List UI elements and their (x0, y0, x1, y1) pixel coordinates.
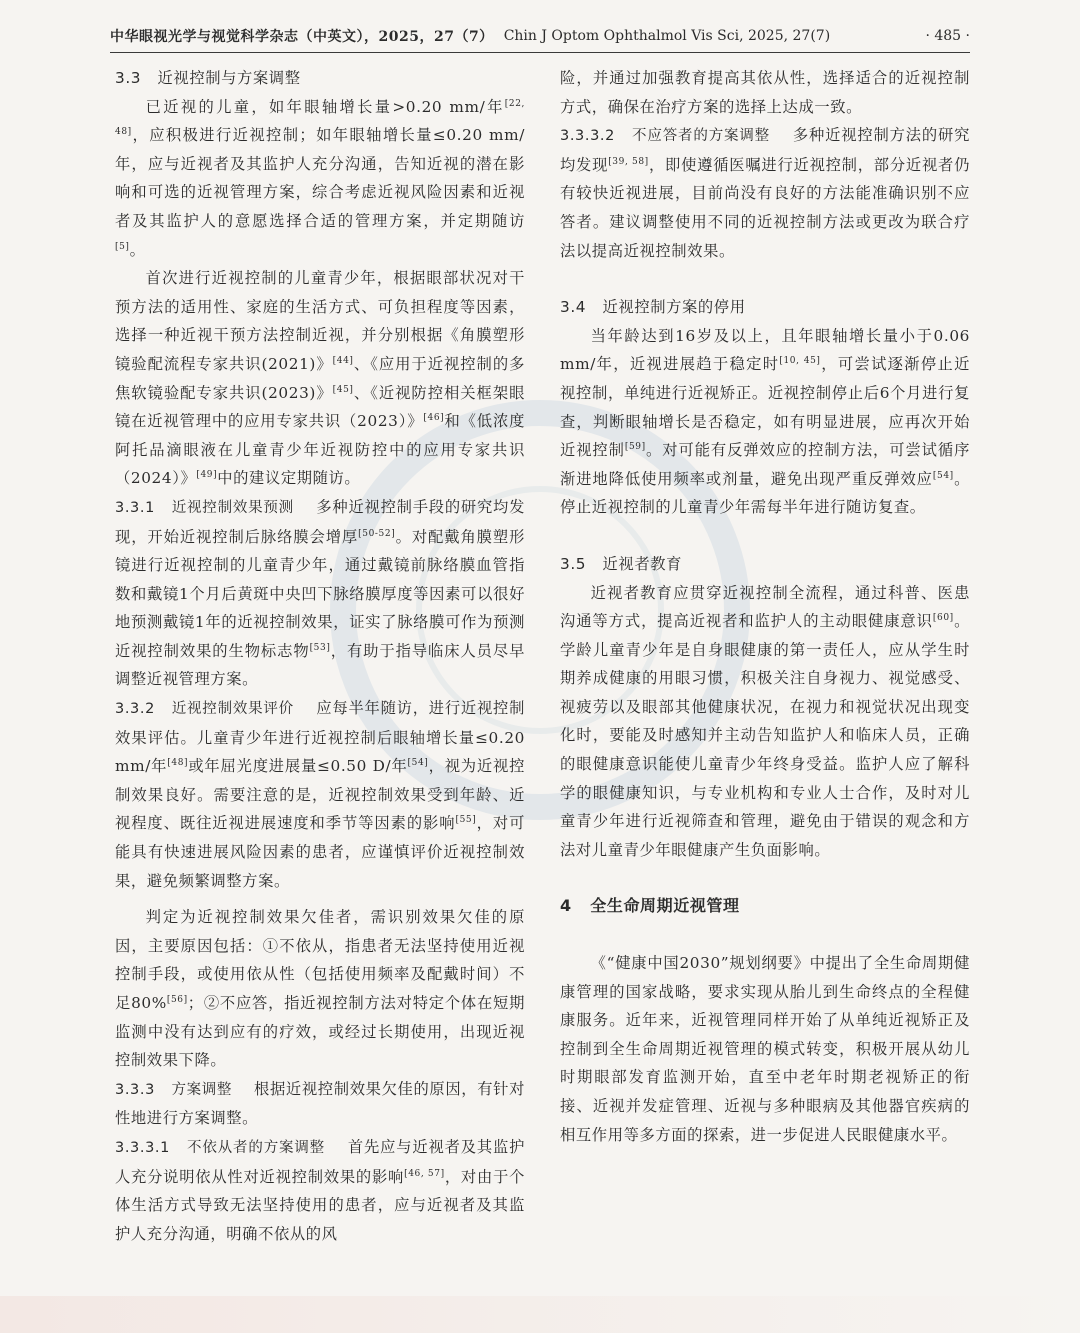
left-column (115, 64, 525, 1248)
paragraph: 近视者教育应贯穿近视控制全流程，通过科普、医患沟通等方式，提高近视者和监护人的主动眼健康意识[60]。学龄儿童青少年是自身眼健康的第一责任人，应从学生时期养成健康的用眼习惯，积极关注自身视力、视觉感受、视疲劳以及眼部其他健康状况，在视力和视觉状况出现变化时，要能及时感知并主动告知监护人和临床人员，正确的眼健康意识能使儿童青少年终身受益。监护人应了解科学的眼健康知识，与专业机构和专业人士合作，及时对儿童青少年进行近视筛查和管理，避免由于错误的观念和方法对儿童青少年眼健康产生负面影响。 (560, 583, 970, 859)
page-number: · 485 · (925, 28, 970, 44)
paragraph: 已近视的儿童，如年眼轴增长量>0.20 mm/年[22, 48]，应积极进行近视控制；如年眼轴增长量≤0.20 mm/年，应与近视者及其监护人充分沟通，告知近视的潜在影响和可选的近视管理方案，综合考虑近视风险因素和近视者及其监护人的意愿选择合适的管理方案，并定期随访[5]。 (115, 97, 525, 259)
paragraph: 判定为近视控制效果欠佳者，需识别效果欠佳的原因，主要原因包括：①不依从，指患者无法坚持使用近视控制手段，或使用依从性（包括使用频率及配戴时间）不足80%[56]；②不应答，指近视控制方法对特定个体在短期监测中没有达到应有的疗效，或经过长期使用，出现近视控制效果下降。 (115, 908, 525, 1070)
subsection-3-3-1: 3.3.1 近视控制效果预测 多种近视控制手段的研究均发现，开始近视控制后脉络膜会增厚[50-52]。对配戴角膜塑形镜进行近视控制的儿童青少年，通过戴镜前脉络膜血管指数和戴镜1个月后黄斑中央凹下脉络膜厚度等因素可以很好地预测戴镜1年的近视控制效果，证实了脉络膜可作为预测近视控制效果的生物标志物[53]，有助于指导临床人员尽早调整近视管理方案。 (115, 497, 525, 689)
subsection-3-3-3: 3.3.3 方案调整 根据近视控制效果欠佳的原因，有针对性地进行方案调整。 (115, 1079, 525, 1128)
section-3-5-heading: 3.5 近视者教育 (560, 554, 683, 573)
paragraph: 险，并通过加强教育提高其依从性，选择适合的近视控制方式，确保在治疗方案的选择上达成一致。 (560, 69, 970, 116)
subsection-3-3-2: 3.3.2 近视控制效果评价 应每半年随访，进行近视控制效果评估。儿童青少年进行近视控制后眼轴增长量≤0.20 mm/年[48]或年屈光度进展量≤0.50 D/年[54]，视为近视控制效果良好。需要注意的是，近视控制效果受到年龄、近视程度、既往近视进展速度和季节等因素的影响[55]，对可能具有快速进展风险因素的患者，应谨慎评价近视控制效果，避免频繁调整方案。 (115, 699, 525, 890)
subsection-3-3-3-2: 3.3.3.2 不应答者的方案调整 多种近视控制方法的研究均发现[39, 58]，即使遵循医嘱进行近视控制，部分近视者仍有较快近视进展，目前尚没有良好的方法能准确识别不应答者。建议调整使用不同的近视控制方法或更改为联合疗法以提高近视控制效果。 (560, 126, 970, 260)
right-column (560, 64, 970, 1149)
journal-title-cn: 中华眼视光学与视觉科学杂志（中英文），2025，27（7） (110, 29, 494, 45)
subsection-3-3-3-1: 3.3.3.1 不依从者的方案调整 首先应与近视者及其监护人充分说明依从性对近视控制效果的影响[46, 57]，对由于个体生活方式导致无法坚持使用的患者，应与近视者及其监护人充分沟通，明确不依从的风 (115, 1137, 525, 1243)
bottom-stamp (0, 1296, 1080, 1333)
section-3-3-heading: 3.3 近视控制与方案调整 (115, 69, 301, 87)
paragraph: 《“健康中国2030”规划纲要》中提出了全生命周期健康管理的国家战略，要求实现从胎儿到生命终点的全程健康服务。近年来，近视管理同样开始了从单纯近视矫正及控制到全生命周期近视管理的模式转变，积极开展从幼儿时期眼部发育监测开始，直至中老年时期老视矫正的衔接、近视并发症管理、近视与多种眼病及其他器官疾病的相互作用等多方面的探索，进一步促进人民眼健康水平。 (560, 954, 970, 1144)
section-4-heading: 4 全生命周期近视管理 (560, 896, 740, 916)
page-header (110, 20, 970, 53)
paragraph: 当年龄达到16岁及以上，且年眼轴增长量小于0.06 mm/年，近视进展趋于稳定时[10, 45]，可尝试逐渐停止近视控制，单纯进行近视矫正。近视控制停止后6个月进行复查，判断眼轴增长是否稳定，如有明显进展，应再次开始近视控制[59]。对可能有反弹效应的控制方法，可尝试循序渐进地降低使用频率或剂量，避免出现严重反弹效应[54]。停止近视控制的儿童青少年需每半年进行随访复查。 (560, 326, 970, 517)
section-3-4-heading: 3.4 近视控制方案的停用 (560, 298, 746, 317)
paragraph: 首次进行近视控制的儿童青少年，根据眼部状况对干预方法的适用性、家庭的生活方式、可负担程度等因素，选择一种近视干预方法控制近视，并分别根据《角膜塑形镜验配流程专家共识(2021)》[44]、《应用于近视控制的多焦软镜验配专家共识(2023)》[45]、《近视防控相关框架眼镜在近视管理中的应用专家共识（2023）》[46]和《低浓度阿托品滴眼液在儿童青少年近视防控中的应用专家共识（2024）》[49]中的建议定期随访。 (115, 269, 525, 488)
journal-title-en: Chin J Optom Ophthalmol Vis Sci, 2025, 27(7) (503, 28, 831, 44)
